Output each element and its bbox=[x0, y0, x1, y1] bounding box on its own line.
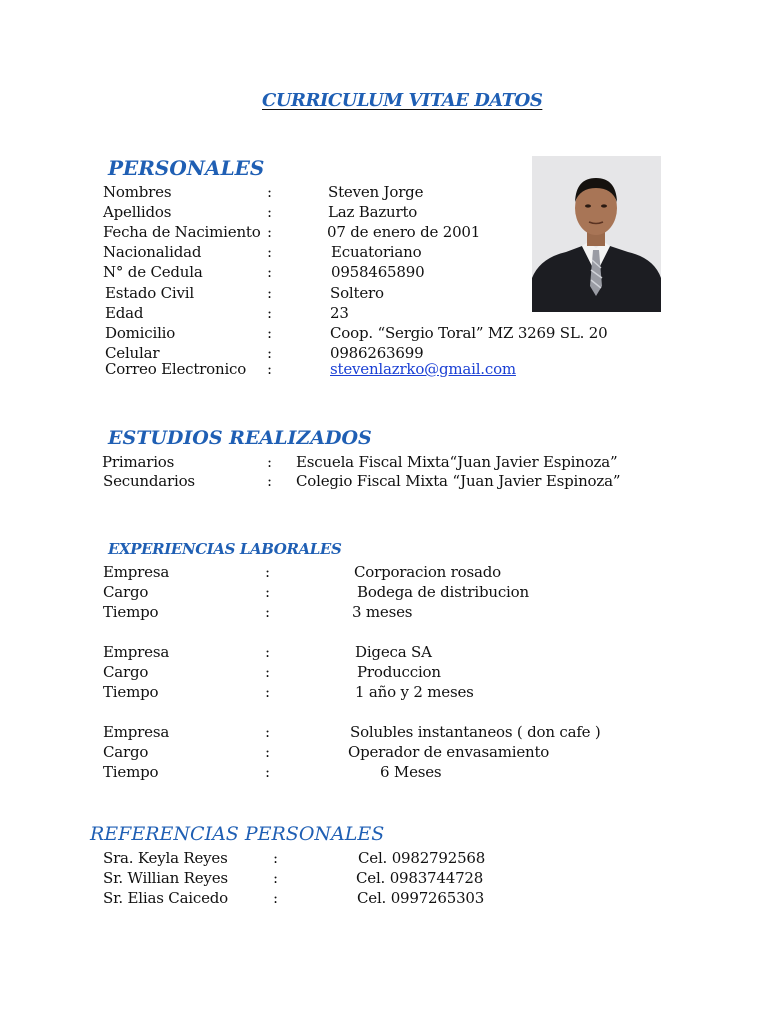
field-label: Nombres bbox=[103, 183, 172, 201]
personal-field-row bbox=[0, 182, 768, 202]
job-field-row bbox=[0, 582, 768, 602]
study-row bbox=[0, 452, 768, 472]
field-separator: : bbox=[267, 203, 272, 221]
job-field-row bbox=[0, 642, 768, 662]
section-heading-estudios: ESTUDIOS REALIZADOS bbox=[108, 427, 372, 449]
personal-field-row bbox=[0, 242, 768, 262]
field-label: Apellidos bbox=[103, 203, 172, 221]
field-value: Cel. 0982792568 bbox=[358, 849, 486, 867]
field-separator: : bbox=[267, 324, 272, 342]
job-field-row bbox=[0, 602, 768, 622]
field-label: Tiempo bbox=[103, 683, 159, 701]
field-separator: : bbox=[267, 243, 272, 261]
field-separator: : bbox=[267, 284, 272, 302]
field-value: 1 año y 2 meses bbox=[355, 683, 474, 701]
field-separator: : bbox=[273, 849, 278, 867]
field-label: Celular bbox=[105, 344, 160, 362]
field-value: 6 Meses bbox=[380, 763, 442, 781]
personal-field-row bbox=[0, 262, 768, 282]
email-link[interactable]: stevenlazrko@gmail.com bbox=[330, 360, 516, 378]
field-separator: : bbox=[265, 563, 270, 581]
personal-field-row bbox=[0, 283, 768, 303]
field-label: Fecha de Nacimiento bbox=[103, 223, 261, 241]
personal-field-row bbox=[0, 303, 768, 323]
field-value: 23 bbox=[330, 304, 349, 322]
field-separator: : bbox=[265, 583, 270, 601]
field-separator: : bbox=[267, 472, 272, 490]
section-heading-personales: PERSONALES bbox=[108, 156, 265, 180]
reference-row bbox=[0, 868, 768, 888]
field-label: Cargo bbox=[103, 663, 149, 681]
field-separator: : bbox=[267, 183, 272, 201]
field-separator: : bbox=[265, 743, 270, 761]
field-value: Cel. 0997265303 bbox=[357, 889, 485, 907]
field-value: Laz Bazurto bbox=[328, 203, 418, 221]
page-title: CURRICULUM VITAE DATOS bbox=[262, 90, 543, 111]
field-value: Operador de envasamiento bbox=[348, 743, 550, 761]
field-separator: : bbox=[267, 223, 272, 241]
field-separator: : bbox=[267, 344, 272, 362]
field-label: Estado Civil bbox=[105, 284, 194, 302]
study-row bbox=[0, 471, 768, 491]
job-field-row bbox=[0, 682, 768, 702]
personal-field-row bbox=[0, 202, 768, 222]
field-separator: : bbox=[265, 603, 270, 621]
field-value: Cel. 0983744728 bbox=[356, 869, 484, 887]
field-value: Coop. “Sergio Toral” MZ 3269 SL. 20 bbox=[330, 324, 608, 342]
field-value: Bodega de distribucion bbox=[357, 583, 529, 601]
field-value: Produccion bbox=[357, 663, 441, 681]
field-label: Cargo bbox=[103, 583, 149, 601]
job-field-row bbox=[0, 662, 768, 682]
field-separator: : bbox=[267, 360, 272, 378]
field-value: Solubles instantaneos ( don cafe ) bbox=[350, 723, 601, 741]
personal-field-row bbox=[0, 359, 768, 379]
field-label: Sr. Willian Reyes bbox=[103, 869, 228, 887]
field-value: 3 meses bbox=[352, 603, 413, 621]
job-field-row bbox=[0, 562, 768, 582]
job-field-row bbox=[0, 742, 768, 762]
field-label: Sra. Keyla Reyes bbox=[103, 849, 228, 867]
field-separator: : bbox=[273, 889, 278, 907]
field-label: N° de Cedula bbox=[103, 263, 203, 281]
field-separator: : bbox=[265, 763, 270, 781]
field-value: Steven Jorge bbox=[328, 183, 424, 201]
field-label: Tiempo bbox=[103, 763, 159, 781]
section-heading-experiencias: EXPERIENCIAS LABORALES bbox=[108, 540, 342, 558]
personal-field-row bbox=[0, 323, 768, 343]
field-separator: : bbox=[273, 869, 278, 887]
field-label: Tiempo bbox=[103, 603, 159, 621]
field-separator: : bbox=[267, 453, 272, 471]
job-field-row bbox=[0, 762, 768, 782]
field-label: Primarios bbox=[102, 453, 175, 471]
field-separator: : bbox=[265, 723, 270, 741]
field-value: Soltero bbox=[330, 284, 384, 302]
field-separator: : bbox=[265, 663, 270, 681]
reference-row bbox=[0, 888, 768, 908]
field-value: Escuela Fiscal Mixta“Juan Javier Espinoza” bbox=[296, 453, 618, 471]
field-value: 07 de enero de 2001 bbox=[327, 223, 481, 241]
field-label: Correo Electronico bbox=[105, 360, 247, 378]
field-separator: : bbox=[265, 683, 270, 701]
section-heading-referencias: REFERENCIAS PERSONALES bbox=[90, 823, 385, 845]
field-separator: : bbox=[267, 304, 272, 322]
field-separator: : bbox=[267, 263, 272, 281]
field-label: Empresa bbox=[103, 723, 170, 741]
field-label: Cargo bbox=[103, 743, 149, 761]
field-value: 0986263699 bbox=[330, 344, 424, 362]
reference-row bbox=[0, 848, 768, 868]
field-value: Colegio Fiscal Mixta “Juan Javier Espinoza” bbox=[296, 472, 621, 490]
field-label: Domicilio bbox=[105, 324, 176, 342]
field-value: 0958465890 bbox=[331, 263, 425, 281]
field-label: Edad bbox=[105, 304, 144, 322]
field-value: Ecuatoriano bbox=[331, 243, 422, 261]
personal-field-row bbox=[0, 222, 768, 242]
field-label: Nacionalidad bbox=[103, 243, 202, 261]
field-label: Secundarios bbox=[103, 472, 195, 490]
field-label: Sr. Elias Caicedo bbox=[103, 889, 229, 907]
field-label: Empresa bbox=[103, 563, 170, 581]
field-label: Empresa bbox=[103, 643, 170, 661]
field-value: Digeca SA bbox=[355, 643, 432, 661]
field-value: Corporacion rosado bbox=[354, 563, 501, 581]
job-field-row bbox=[0, 722, 768, 742]
field-separator: : bbox=[265, 643, 270, 661]
